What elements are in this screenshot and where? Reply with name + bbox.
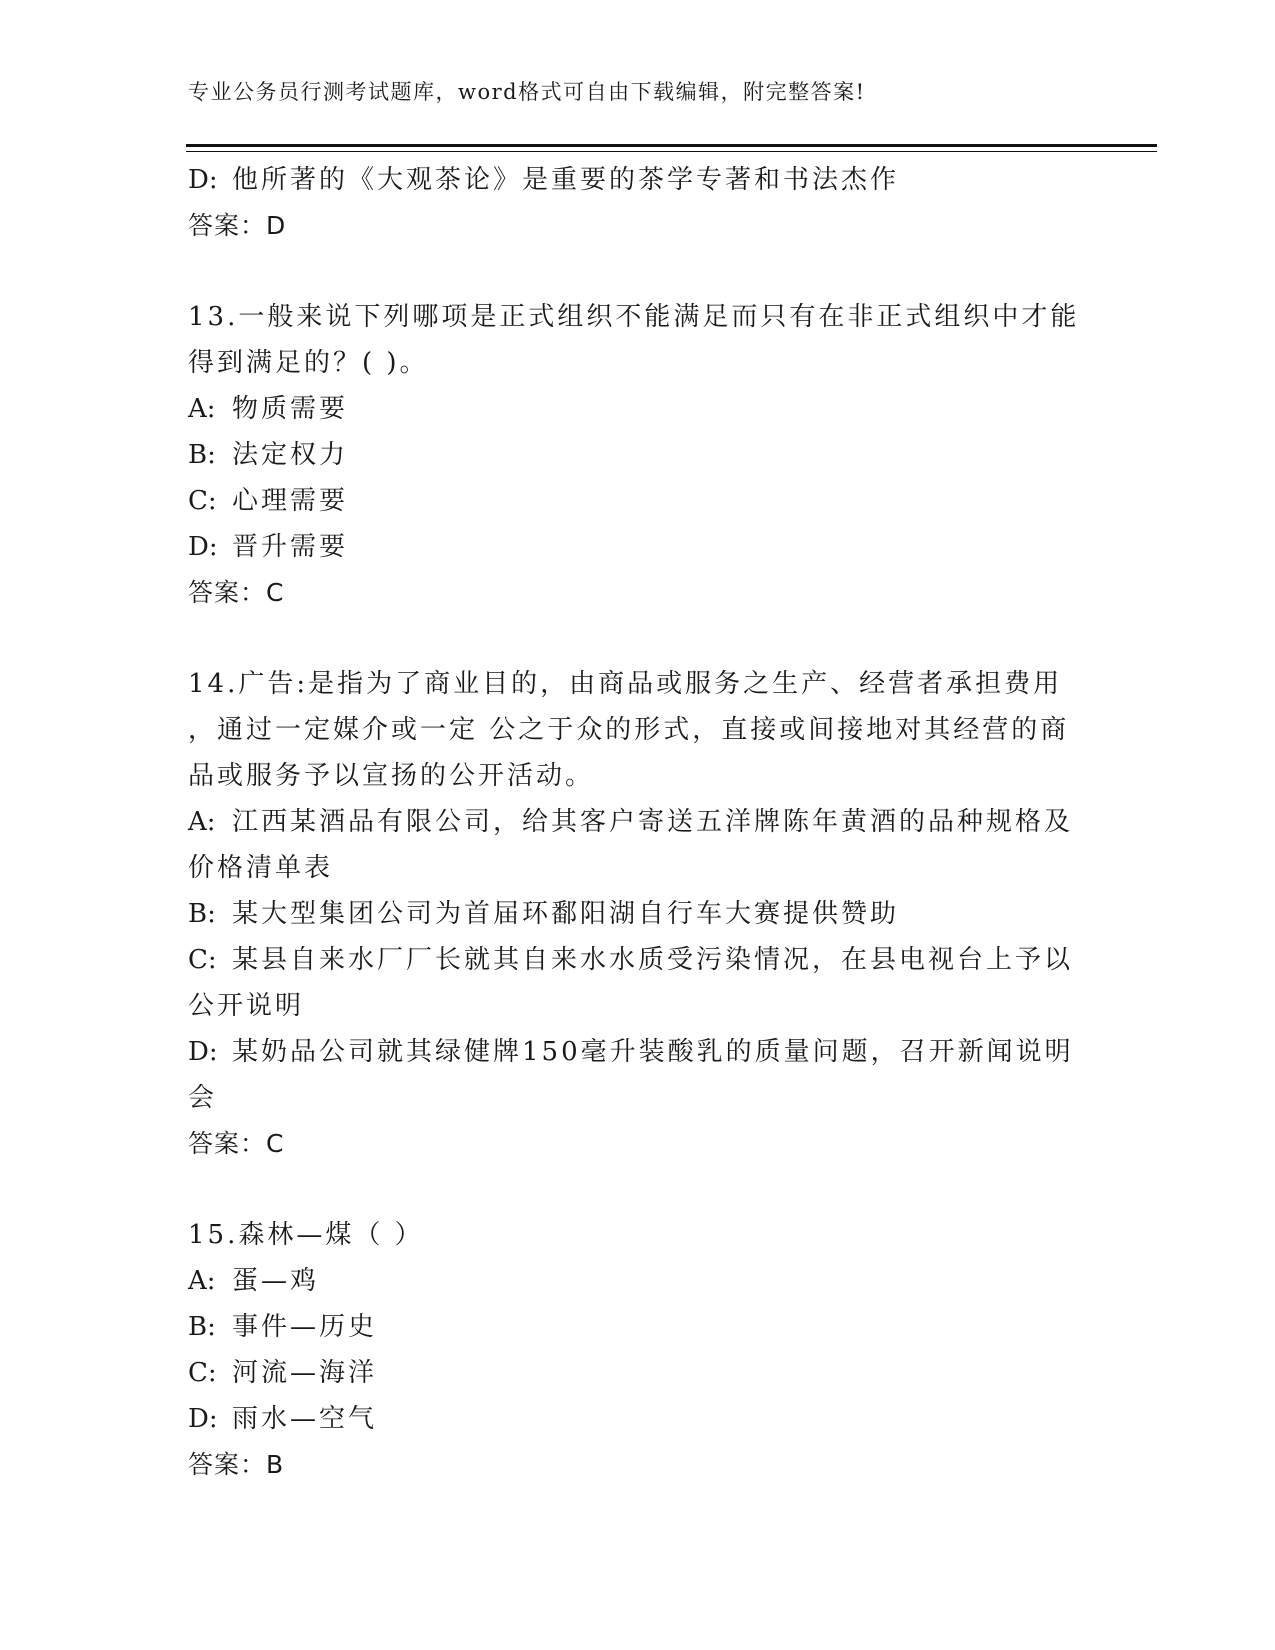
option-d-continued: 会 — [188, 1083, 218, 1113]
option-c-continued: 公开说明 — [188, 991, 305, 1021]
option-a: A: 蛋—鸡 — [188, 1266, 320, 1296]
option-d: D: 某奶品公司就其绿健牌150毫升装酸乳的质量问题，召开新闻说明 — [188, 1037, 1074, 1067]
option-a-continued: 价格清单表 — [188, 853, 334, 883]
question-stem: 14.广告:是指为了商业目的，由商品或服务之生产、经营者承担费用 — [188, 669, 1063, 699]
option-d: D: 晋升需要 — [188, 532, 349, 562]
question-stem: 得到满足的？( )。 — [188, 348, 429, 378]
question-stem: 品或服务予以宣扬的公开活动。 — [188, 761, 595, 791]
option-c: C: 某县自来水厂厂长就其自来水水质受污染情况，在县电视台上予以 — [188, 945, 1074, 975]
question-14 — [188, 661, 1088, 1167]
answer: 答案：B — [188, 1450, 285, 1479]
page-header: 专业公务员行测考试题库，word格式可自由下载编辑，附完整答案! — [188, 80, 866, 104]
header-rule-thick — [186, 144, 1157, 147]
question-stem: 15.森林—煤（ ） — [188, 1220, 424, 1250]
option-c: C: 心理需要 — [188, 486, 349, 516]
answer: 答案：C — [188, 1129, 285, 1158]
answer: 答案：D — [188, 211, 287, 240]
question-stem: ，通过一定媒介或一定 公之于众的形式，直接或间接地对其经营的商 — [188, 715, 1070, 745]
question-content — [188, 157, 1088, 1488]
question-15 — [188, 1212, 1088, 1488]
option-c: C: 河流—海洋 — [188, 1358, 378, 1388]
option-b: B: 事件—历史 — [188, 1312, 378, 1342]
option-a: A: 江西某酒品有限公司，给其客户寄送五洋牌陈年黄酒的品种规格及 — [188, 807, 1074, 837]
header-rule-thin — [186, 151, 1157, 152]
option-b: B: 法定权力 — [188, 440, 349, 470]
option-d: D: 雨水—空气 — [188, 1404, 378, 1434]
option-d: D: 他所著的《大观茶论》是重要的茶学专著和书法杰作 — [188, 165, 900, 195]
answer: 答案：C — [188, 578, 285, 607]
question-stem: 13.一般来说下列哪项是正式组织不能满足而只有在非正式组织中才能 — [188, 302, 1080, 332]
option-b: B: 某大型集团公司为首届环鄱阳湖自行车大赛提供赞助 — [188, 899, 900, 929]
option-a: A: 物质需要 — [188, 394, 349, 424]
question-13 — [188, 294, 1088, 616]
